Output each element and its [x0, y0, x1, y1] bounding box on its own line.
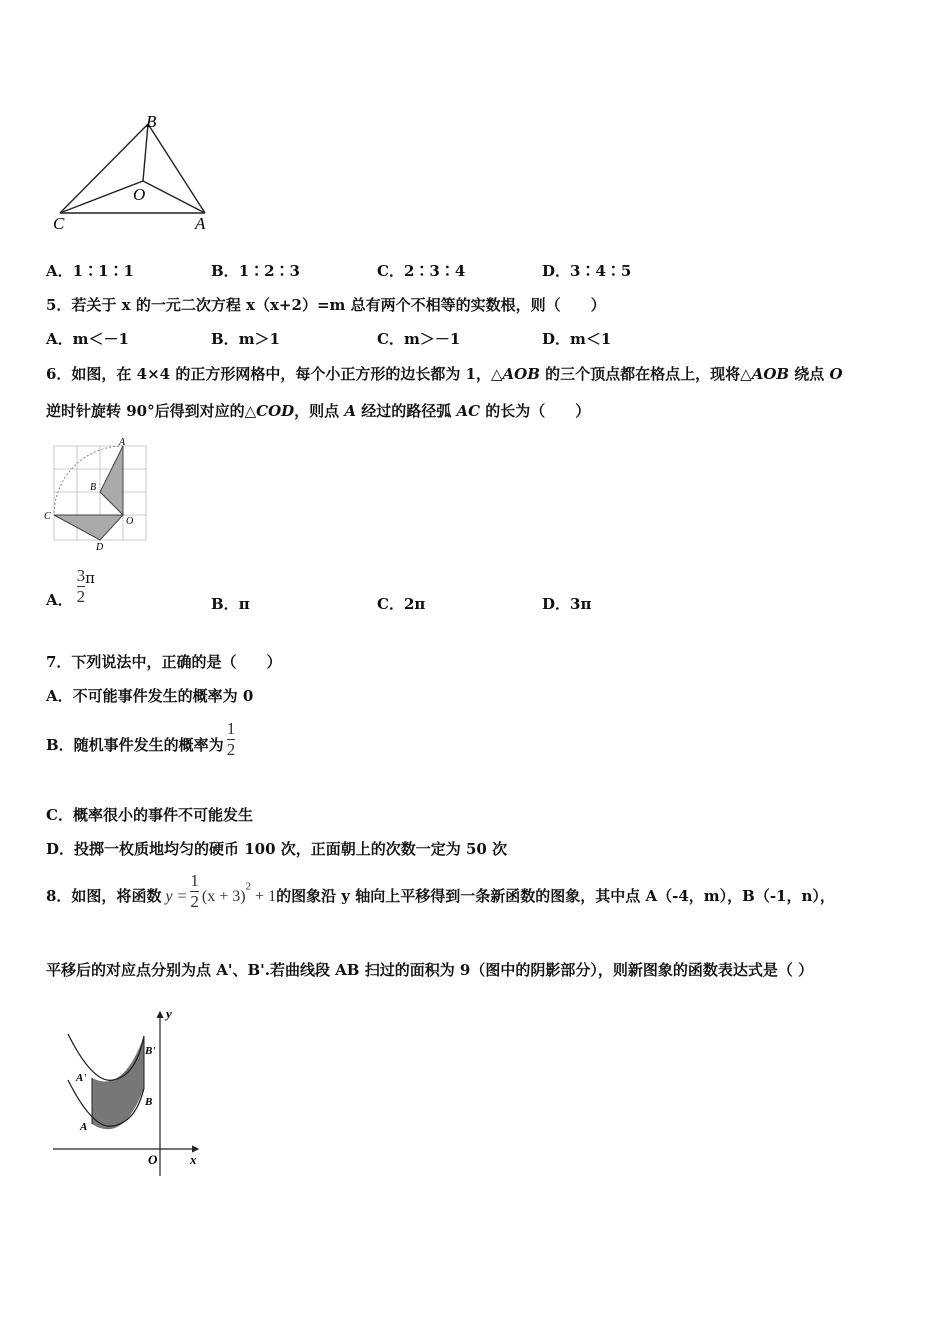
point-label-b: B: [145, 1096, 153, 1108]
q4-option-c: C．2∶3∶4: [377, 262, 466, 280]
label-c: C: [53, 214, 65, 233]
grid-label-b: B: [90, 482, 97, 493]
label-a: A: [195, 214, 206, 233]
grid-label-d: D: [96, 542, 104, 553]
q8-stem-line2: 平移后的对应点分别为点 A'、B'.若曲线段 AB 扫过的面积为 9（图中的阴影部分），则新图象的函数表达式是（ ）: [46, 961, 814, 979]
grid-label-o: O: [126, 516, 134, 527]
q6-option-d: D．3π: [542, 595, 592, 613]
point-label-a-prime: A': [76, 1072, 87, 1084]
point-label-a: A: [80, 1121, 88, 1133]
q6-stem-line1: 6．如图，在 4×4 的正方形网格中，每个小正方形的边长都为 1，△AOB 的三个顶点都在格点上，现将△AOB 绕点 O: [46, 365, 843, 383]
parabola-shift-figure: [48, 1004, 208, 1179]
rotation-grid-figure: [42, 436, 152, 554]
q5-stem: 5．若关于 x 的一元二次方程 x（x+2）=m 总有两个不相等的实数根，则（ ）: [46, 296, 606, 314]
q7-option-d: D．投掷一枚质地均匀的硬币 100 次，正面朝上的次数一定为 50 次: [46, 840, 508, 858]
axis-label-y: y: [166, 1006, 172, 1021]
triangle-figure: [45, 110, 225, 235]
q7-option-a: A．不可能事件发生的概率为 0: [46, 687, 254, 705]
q6-option-c: C．2π: [377, 595, 426, 613]
q6-option-b: B．π: [211, 595, 250, 613]
q4-option-b: B．1∶2∶3: [211, 262, 300, 280]
q4-option-d: D．3∶4∶5: [542, 262, 632, 280]
q8-stem-line1: 8．如图，将函数 y = $\frac{1}{2}$ $(x + 3)^2 + 1$的图象沿 y 轴向上平移得到一条新函数的图象，其中点 A（-4，m），B（-1，n），: [46, 871, 835, 911]
q6-option-a: A． $\frac{3}{2}$ π: [46, 566, 95, 609]
origin-label: O: [148, 1152, 158, 1167]
q5-option-b: B．m＞1: [211, 330, 280, 348]
q5-option-c: C．m＞－1: [377, 330, 461, 348]
point-label-b-prime: B': [145, 1045, 156, 1057]
q5-option-a: A．m＜－1: [46, 330, 129, 348]
grid-label-c: C: [44, 511, 51, 522]
q6-stem-line2: 逆时针旋转 90°后得到对应的△COD，则点 A 经过的路径弧 AC 的长为（ ）: [46, 402, 591, 420]
q5-option-d: D．m＜1: [542, 330, 612, 348]
q7-option-c: C．概率很小的事件不可能发生: [46, 806, 253, 824]
label-o: O: [133, 185, 146, 204]
label-b: B: [146, 112, 157, 131]
q7-stem: 7．下列说法中，正确的是（ ）: [46, 653, 282, 671]
grid-label-a: A: [119, 437, 126, 448]
q7-option-b: B．随机事件发生的概率为 $\frac{1}{2}$: [46, 719, 236, 759]
axis-label-x: x: [190, 1152, 197, 1167]
q4-option-a: A．1∶1∶1: [46, 262, 134, 280]
